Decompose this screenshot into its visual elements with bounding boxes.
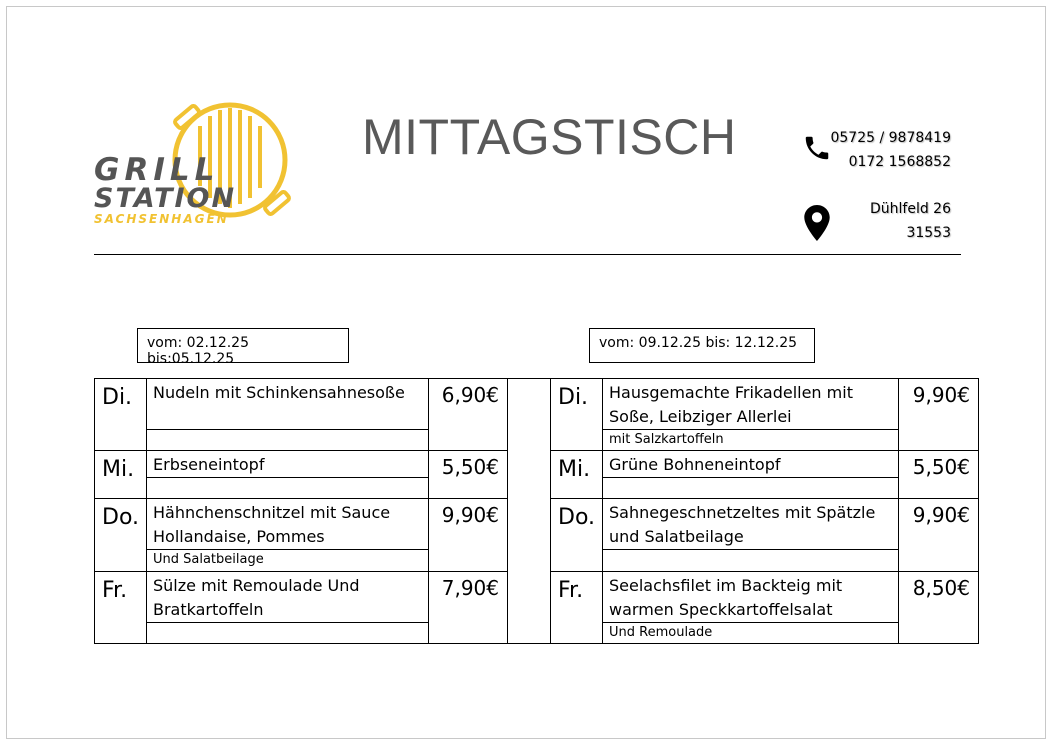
week-1-price: 7,90€ <box>429 572 508 644</box>
week-1-day: Mi. <box>95 451 147 499</box>
week-1-dish: Sülze mit Remoulade Und Bratkartoffeln <box>147 572 429 623</box>
week-1-side: Und Salatbeilage <box>147 550 429 572</box>
week-2-day: Do. <box>551 499 603 572</box>
logo-text-grill: GRILL <box>94 152 220 188</box>
week-2-price: 5,50€ <box>899 451 979 499</box>
map-pin-icon <box>804 205 830 241</box>
week-1-date-range: vom: 02.12.25 bis:05.12.25 <box>137 328 349 363</box>
week-2-price: 8,50€ <box>899 572 979 644</box>
header-divider <box>94 254 961 255</box>
week-1-side <box>147 478 429 499</box>
week-1-side <box>147 430 429 451</box>
menu-table <box>94 378 979 644</box>
address-zip: 31553 <box>906 225 951 241</box>
week-2-price: 9,90€ <box>899 499 979 572</box>
phone-icon <box>802 132 832 164</box>
week-2-dish: Sahnegeschnetzeltes mit Spätzle und Salatbeilage <box>603 499 899 550</box>
week-2-side <box>603 550 899 572</box>
logo-text-station: STATION <box>94 183 237 214</box>
week-2-dish: Hausgemachte Frikadellen mit Soße, Leibziger Allerlei <box>603 379 899 430</box>
week-2-day: Di. <box>551 379 603 451</box>
week-2-side <box>603 478 899 499</box>
week-1-price: 9,90€ <box>429 499 508 572</box>
week-2-side: mit Salzkartoffeln <box>603 430 899 451</box>
week-1-dish: Erbseneintopf <box>147 451 429 478</box>
column-gap <box>508 379 551 644</box>
week-1-dish: Nudeln mit Schinkensahnesoße <box>147 379 429 430</box>
week-1-side <box>147 623 429 644</box>
address-street: Dühlfeld 26 <box>870 201 951 217</box>
week-1-price: 5,50€ <box>429 451 508 499</box>
logo-text-location: SACHSENHAGEN <box>94 212 229 226</box>
week-1-day: Di. <box>95 379 147 451</box>
week-1-dish: Hähnchenschnitzel mit Sauce Hollandaise, Pommes <box>147 499 429 550</box>
week-2-date-range: vom: 09.12.25 bis: 12.12.25 <box>589 328 815 363</box>
week-2-price: 9,90€ <box>899 379 979 451</box>
week-1-day: Fr. <box>95 572 147 644</box>
week-1-price: 6,90€ <box>429 379 508 451</box>
week-2-day: Fr. <box>551 572 603 644</box>
phone-number-1: 05725 / 9878419 <box>830 130 951 146</box>
week-2-dish: Seelachsfilet im Backteig mit warmen Speckkartoffelsalat <box>603 572 899 623</box>
week-2-side: Und Remoulade <box>603 623 899 644</box>
week-1-day: Do. <box>95 499 147 572</box>
phone-number-2: 0172 1568852 <box>848 154 951 170</box>
page-title: MITTAGSTISCH <box>362 109 737 165</box>
week-2-day: Mi. <box>551 451 603 499</box>
week-2-dish: Grüne Bohneneintopf <box>603 451 899 478</box>
